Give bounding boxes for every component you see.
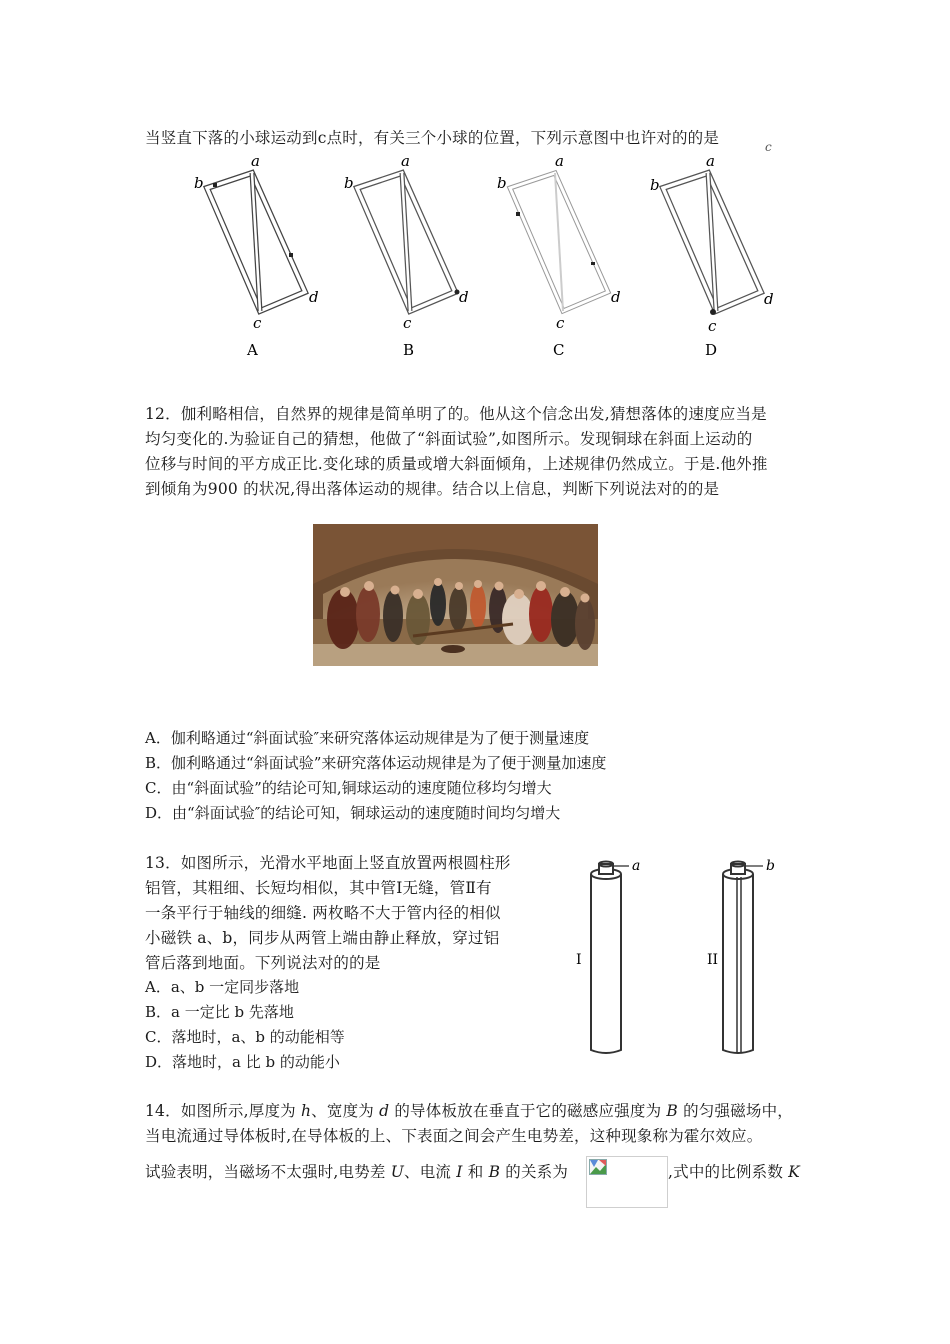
diagram-a [194,152,319,359]
intro-question-line: 当竖直下落的小球运动到c点时，有关三个小球的位置，下列示意图中也许对的的是 [145,129,720,147]
diagram-c-label-a: a [555,152,564,170]
var-i: I [456,1163,463,1181]
diagram-a-label-b: b [194,174,204,192]
formula-image-placeholder [586,1156,668,1208]
q14-text: 14．如图所示,厚度为 [145,1102,301,1120]
var-b: B [488,1163,501,1181]
q12-option-b: B．伽利略通过“斜面试验”来研究落体运动规律是为了便于测量加速度 [145,754,607,772]
var-h: h [300,1102,312,1120]
q13-line-4: 小磁铁 a、b，同步从两管上端由静止释放，穿过铝 [145,929,500,947]
q14-line-3b [668,1160,800,1182]
q13-line-3: 一条平行于轴线的细缝. 两枚略不大于管内径的相似 [145,904,501,922]
diagram-b-label-b: b [344,174,354,192]
diagram-c [497,152,621,359]
diagram-c-label-d: d [611,288,621,306]
diagram-a-label-d: d [309,288,319,306]
q12-line-4: 到倾角为900 的状况,得出落体运动的规律。结合以上信息，判断下列说法对的的是 [145,480,720,498]
diagram-a-label-c: c [253,314,262,332]
diagram-d-label-a: a [706,152,715,170]
tube-i [591,862,629,1054]
q13-option-a: A．a、b 一定同步落地 [145,978,300,996]
var-k: K [788,1163,800,1181]
diagram-b-choice: B [403,341,415,359]
q14-line-2: 当电流通过导体板时,在导体板的上、下表面之间会产生电势差，这种现象称为霍尔效应。 [145,1127,763,1145]
var-b: B [666,1102,678,1120]
var-u: U [390,1163,405,1181]
diagram-b-label-d: d [459,288,469,306]
tube-ii [723,862,763,1054]
q14-line-1 [145,1099,793,1121]
broken-image-icon [589,1159,607,1175]
q14-line-3a [145,1160,568,1182]
magnet-a-label: a [632,858,641,874]
diagram-c-choice: C [553,341,565,359]
diagram-b-label-c: c [403,314,412,332]
option-diagrams [0,148,950,378]
magnet-b-label: b [766,858,775,874]
q12-line-1: 12．伽利略相信，自然界的规律是简单明了的。他从这个信念出发,猜想落体的速度应当是 [145,405,767,423]
q14-text: 的匀强磁场中， [677,1102,794,1120]
q13-line-2: 铝管，其粗细、长短均相似，其中管Ⅰ无缝，管Ⅱ有 [145,879,492,897]
diagram-d-choice: D [705,341,718,359]
diagram-b-label-a: a [401,152,410,170]
q12-line-2: 均匀变化的.为验证自己的猜想，他做了“斜面试验”,如图所示。发现铜球在斜面上运动的 [145,430,753,448]
q14-text: 的关系为 [500,1163,569,1181]
diagram-c-label-b: b [497,174,507,192]
q12-option-a: A．伽利略通过“斜面试验″来研究落体运动规律是为了便于测量速度 [145,729,590,747]
diagram-d-label-d: d [764,290,774,308]
q14-text: ,式中的比例系数 [668,1163,789,1181]
diagram-d [650,152,774,359]
var-d: d [379,1102,390,1120]
diagram-d-label-b: b [650,176,660,194]
aluminum-tubes-figure [565,852,805,1062]
stray-mark: c [765,140,772,154]
diagram-b [344,152,469,359]
diagram-c-label-c: c [556,314,565,332]
q12-option-d: D．由“斜面试验″的结论可知，铜球运动的速度随时间均匀增大 [145,804,561,822]
q12-option-c: C．由“斜面试验”的结论可知,铜球运动的速度随位移均匀增大 [145,779,552,797]
q14-text: 、宽度为 [311,1102,380,1120]
q14-text: 和 [462,1163,489,1181]
q13-line-5: 管后落到地面。下列说法对的的是 [145,954,381,972]
tube-i-label: I [576,952,582,968]
q13-option-b: B．a 一定比 b 先落地 [145,1003,294,1021]
q12-line-3: 位移与时间的平方成正比.变化球的质量或增大斜面倾角，上述规律仍然成立。于是.他外推 [145,455,768,473]
q14-text: 试验表明，当磁场不太强时,电势差 [145,1163,391,1181]
q13-option-d: D．落地时，a 比 b 的动能小 [145,1053,340,1071]
diagram-a-choice: A [247,341,258,359]
q14-text: 、电流 [404,1163,457,1181]
q14-text: 的导体板放在垂直于它的磁感应强度为 [389,1102,667,1120]
galileo-painting [313,524,598,666]
diagram-a-label-a: a [251,152,260,170]
q13-line-1: 13．如图所示，光滑水平地面上竖直放置两根圆柱形 [145,854,511,872]
q13-option-c: C．落地时，a、b 的动能相等 [145,1028,345,1046]
tube-ii-label: II [707,952,719,968]
diagram-d-label-c: c [708,317,717,335]
